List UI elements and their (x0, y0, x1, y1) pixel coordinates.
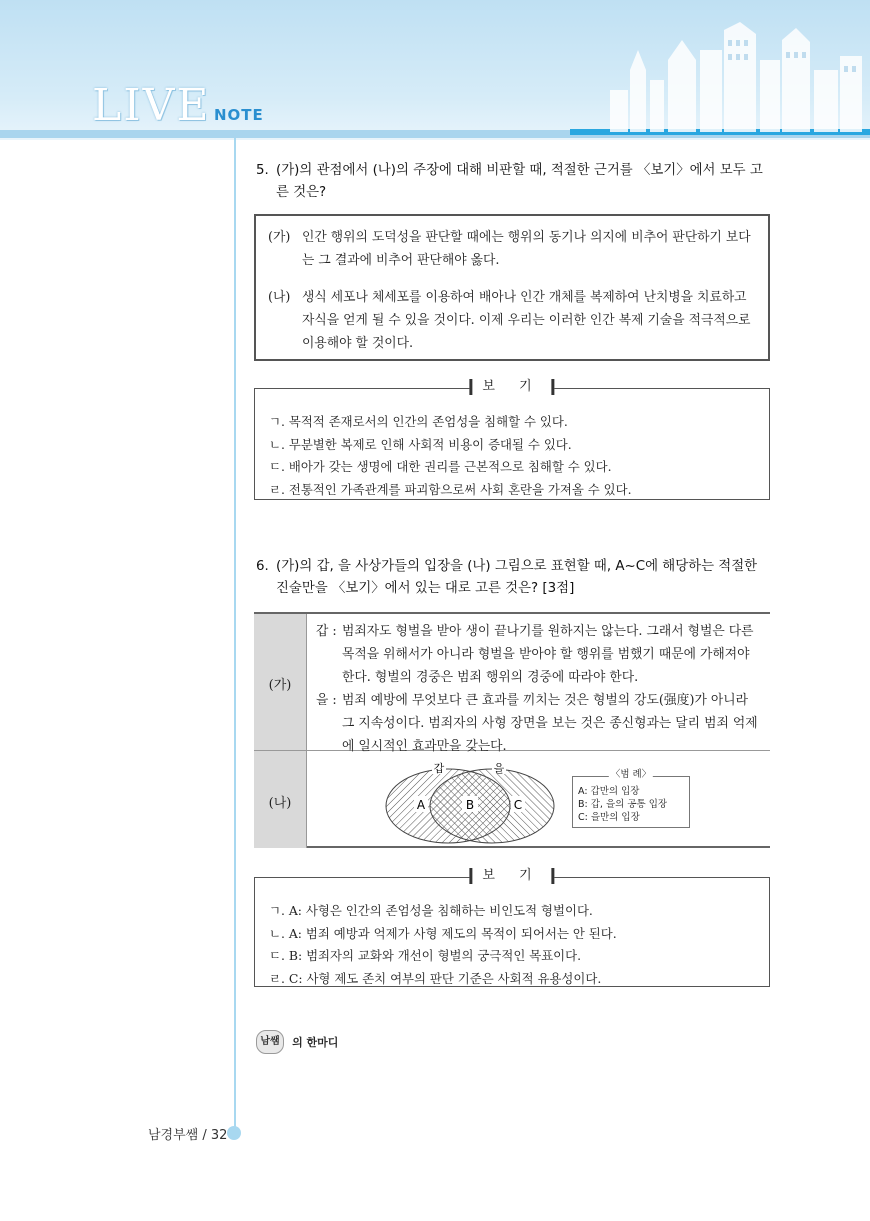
footer-dot (227, 1126, 241, 1140)
row-label: (가) (268, 678, 292, 693)
column-divider (306, 614, 307, 848)
bogi-item: ㄷ. 배아가 갖는 생명에 대한 권리를 근본적으로 침해할 수 있다. (269, 459, 612, 474)
city-skyline-illustration (590, 20, 870, 132)
question-number: 6. (256, 559, 269, 574)
bogi-item: ㄱ. A: 사형은 인간의 존엄성을 침해하는 비인도적 형벌이다. (269, 903, 593, 918)
venn-label-right: 을 (493, 762, 505, 775)
passage-label: (나) (268, 290, 291, 305)
venn-region-b: B (465, 798, 475, 812)
venn-legend (572, 769, 690, 828)
legend-item: A: 갑만의 입장 (578, 786, 640, 797)
logo-live: LIVE (92, 80, 211, 131)
bogi-item: ㄹ. 전통적인 가족관계를 파괴함으로써 사회 혼란을 가져올 수 있다. (269, 481, 632, 497)
bogi-item: ㄷ. B: 범죄자의 교화와 개선이 형벌의 궁극적인 목표이다. (269, 948, 582, 963)
speaker-label: 갑 : (316, 624, 337, 639)
bogi-item: ㄱ. 목적적 존재로서의 인간의 존엄성을 침해할 수 있다. (269, 414, 568, 429)
bogi-list (269, 900, 617, 990)
legend-item: B: 갑, 을의 공통 입장 (578, 799, 668, 810)
bogi-list (269, 411, 632, 501)
bogi-box (254, 868, 770, 987)
logo-note: NOTE (214, 106, 264, 124)
teacher-note-label: 의 한마디 (292, 1036, 339, 1049)
row-label: (나) (268, 796, 292, 811)
question-text: (가)의 갑, 을 사상가들의 입장을 (나) 그림으로 표현할 때, A~C에 해당하는 적절한 진술만을 〈보기〉에서 있는 대로 고른 것은? [3점] (276, 559, 758, 596)
margin-rule (234, 138, 236, 1133)
passage-table (254, 612, 770, 848)
question-5 (256, 160, 770, 204)
passage-label: (가) (268, 230, 291, 245)
teacher-note (256, 1030, 338, 1054)
question-number: 5. (256, 163, 269, 178)
bogi-item: ㄴ. 무분별한 복제로 인해 사회적 비용이 증대될 수 있다. (269, 436, 572, 452)
passage-box (254, 214, 770, 361)
speaker-eul (316, 689, 762, 758)
venn-diagram (380, 756, 560, 846)
bogi-title: 보 기 (469, 379, 554, 395)
bogi-item: ㄴ. A: 범죄 예방과 억제가 사형 제도의 목적이 되어서는 안 된다. (269, 925, 617, 941)
bogi-title: 보 기 (469, 868, 554, 884)
venn-region-c: C (513, 798, 523, 812)
question-6 (256, 556, 770, 600)
bogi-item: ㄹ. C: 사형 제도 존치 여부의 판단 기준은 사회적 유용성이다. (269, 970, 602, 986)
venn-region-a: A (416, 798, 426, 812)
passage-na (268, 286, 758, 355)
bogi-box (254, 379, 770, 500)
question-text: (가)의 관점에서 (나)의 주장에 대해 비판할 때, 적절한 근거를 〈보기〉에서 모두 고른 것은? (276, 163, 763, 200)
speaker-text: 범죄자도 형벌을 받아 생이 끝나기를 원하지는 않는다. 그래서 형벌은 다른 목적을 위해서가 아니라 형벌을 받아야 할 행위를 범했기 때문에 가해져야 한다. 형벌의 경중은 범죄 행위의 경중에 따라야 한다. (342, 624, 754, 685)
speaker-text: 범죄 예방에 무엇보다 큰 효과를 끼치는 것은 형벌의 강도(强度)가 아니라 그 지속성이다. 범죄자의 사형 장면을 보는 것은 종신형과는 달리 범죄 억제에 일시적인 효과만을 갖는다. (342, 693, 758, 754)
venn-label-left: 갑 (433, 762, 445, 775)
passage-ga (268, 226, 758, 272)
teacher-badge-icon: 남쌤 (256, 1030, 284, 1054)
legend-item: C: 을만의 입장 (578, 812, 640, 823)
speaker-gap (316, 620, 762, 689)
legend-title: 〈범 례〉 (610, 769, 652, 780)
speaker-label: 을 : (316, 693, 337, 708)
venn-circle-right (430, 769, 554, 843)
page-number: 남경부쌤 / 32 (148, 1128, 228, 1143)
passage-text: 생식 세포나 체세포를 이용하여 배아나 인간 개체를 복제하여 난치병을 치료하고 자식을 얻게 될 수 있을 것이다. 이제 우리는 이러한 인간 복제 기술을 적극적으로 이용해야 할 것이다. (302, 290, 751, 351)
passage-text: 인간 행위의 도덕성을 판단할 때에는 행위의 동기나 의지에 비추어 판단하기 보다는 그 결과에 비추어 판단해야 옳다. (302, 230, 751, 268)
